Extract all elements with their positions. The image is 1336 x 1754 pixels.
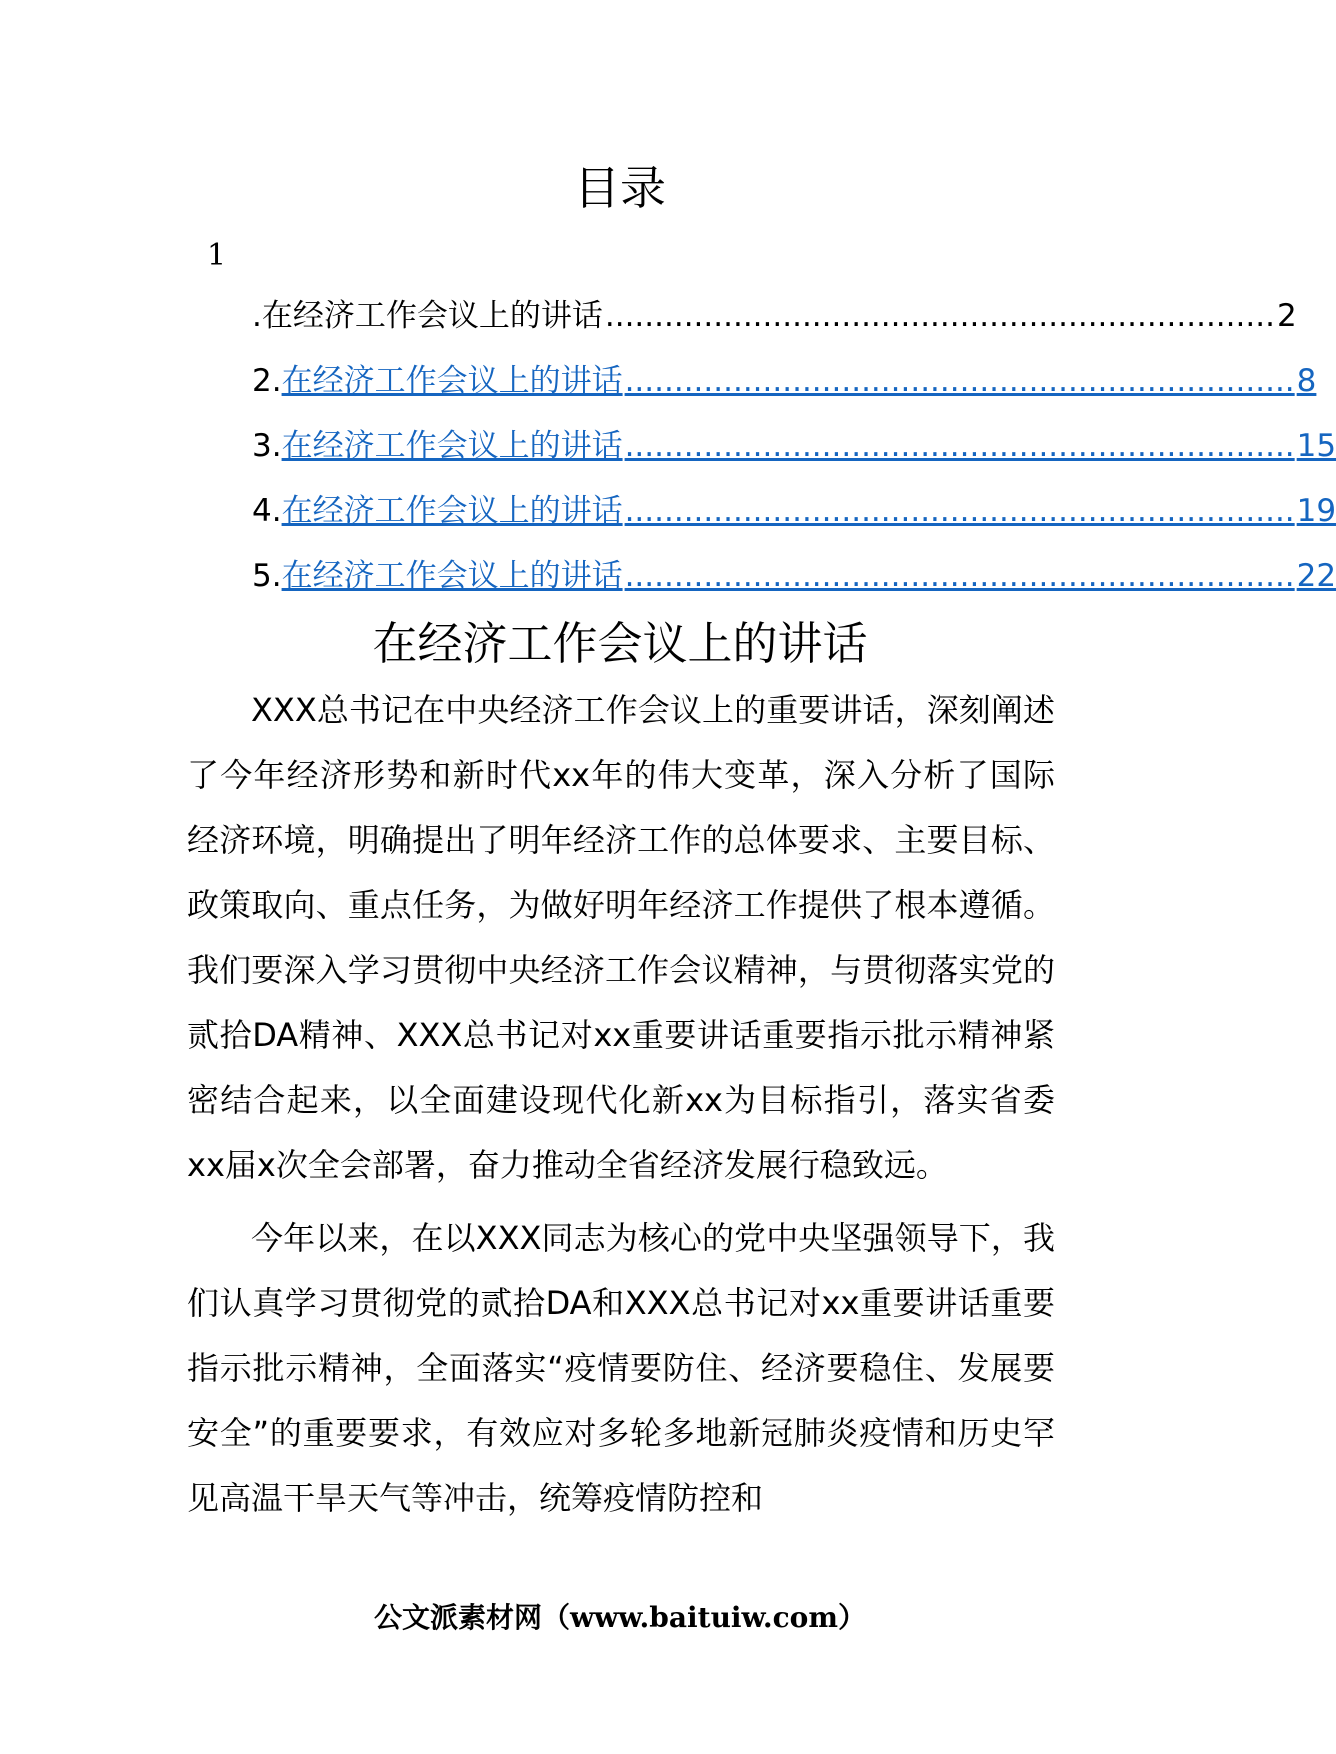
toc-entry[interactable] xyxy=(252,359,1317,424)
document-title: 在经济工作会议上的讲话 xyxy=(372,617,868,670)
toc-entry-label: 在经济工作会议上的讲话 xyxy=(281,493,623,529)
footer-watermark: 公文派素材网（www.baituiw.com） xyxy=(374,1601,866,1634)
toc-list xyxy=(252,294,1336,619)
toc-entry-page-number: 2 xyxy=(1276,298,1297,334)
toc-entry-page-number: 8 xyxy=(1296,363,1317,399)
toc-entry-link[interactable] xyxy=(281,489,1336,533)
toc-dot-leader: .................................................................... xyxy=(624,493,1295,529)
toc-entry-number: 3. xyxy=(252,428,282,464)
toc-entry-text xyxy=(252,294,1297,338)
toc-entry-label: 在经济工作会议上的讲话 xyxy=(281,428,623,464)
toc-entry[interactable] xyxy=(252,489,1336,554)
toc-entry-link[interactable] xyxy=(281,424,1336,468)
toc-entry xyxy=(252,294,1297,359)
toc-entry-label: .在经济工作会议上的讲话 xyxy=(252,298,603,334)
toc-entry-label: 在经济工作会议上的讲话 xyxy=(281,363,623,399)
toc-dot-leader: .................................................................... xyxy=(624,363,1295,399)
body-paragraph: 今年以来，在以XXX同志为核心的党中央坚强领导下，我们认真学习贯彻党的贰拾DA和XXX总书记对xx重要讲话重要指示批示精神，全面落实“疫情要防住、经济要稳住、发展要安全”的重要要求，有效应对多轮多地新冠肺炎疫情和历史罕见高温干旱天气等冲击，统筹疫情防控和 xyxy=(187,1219,1055,1517)
toc-entry-link[interactable] xyxy=(281,554,1336,598)
document-body xyxy=(187,678,1055,1539)
toc-dot-leader: .................................................................... xyxy=(604,298,1275,334)
toc-entry-label: 在经济工作会议上的讲话 xyxy=(281,558,623,594)
toc-title: 目录 xyxy=(574,161,666,215)
toc-entry[interactable] xyxy=(252,424,1336,489)
toc-entry-number: 2. xyxy=(252,363,282,399)
toc-entry-page-number: 19 xyxy=(1296,493,1336,529)
toc-dot-leader: .................................................................... xyxy=(624,428,1295,464)
toc-entry[interactable] xyxy=(252,554,1336,619)
toc-stray-number: 1 xyxy=(207,238,227,273)
toc-dot-leader: .................................................................... xyxy=(624,558,1295,594)
toc-entry-number: 5. xyxy=(252,558,282,594)
body-paragraph: XXX总书记在中央经济工作会议上的重要讲话，深刻阐述了今年经济形势和新时代xx年的伟大变革，深入分析了国际经济环境，明确提出了明年经济工作的总体要求、主要目标、政策取向、重点任务，为做好明年经济工作提供了根本遵循。我们要深入学习贯彻中央经济工作会议精神，与贯彻落实党的贰拾DA精神、XXX总书记对xx重要讲话重要指示批示精神紧密结合起来，以全面建设现代化新xx为目标指引，落实省委xx届x次全会部署，奋力推动全省经济发展行稳致远。 xyxy=(187,691,1055,1184)
toc-entry-page-number: 15 xyxy=(1296,428,1336,464)
toc-entry-number: 4. xyxy=(252,493,282,529)
toc-entry-page-number: 22 xyxy=(1296,558,1336,594)
toc-entry-link[interactable] xyxy=(281,359,1317,403)
